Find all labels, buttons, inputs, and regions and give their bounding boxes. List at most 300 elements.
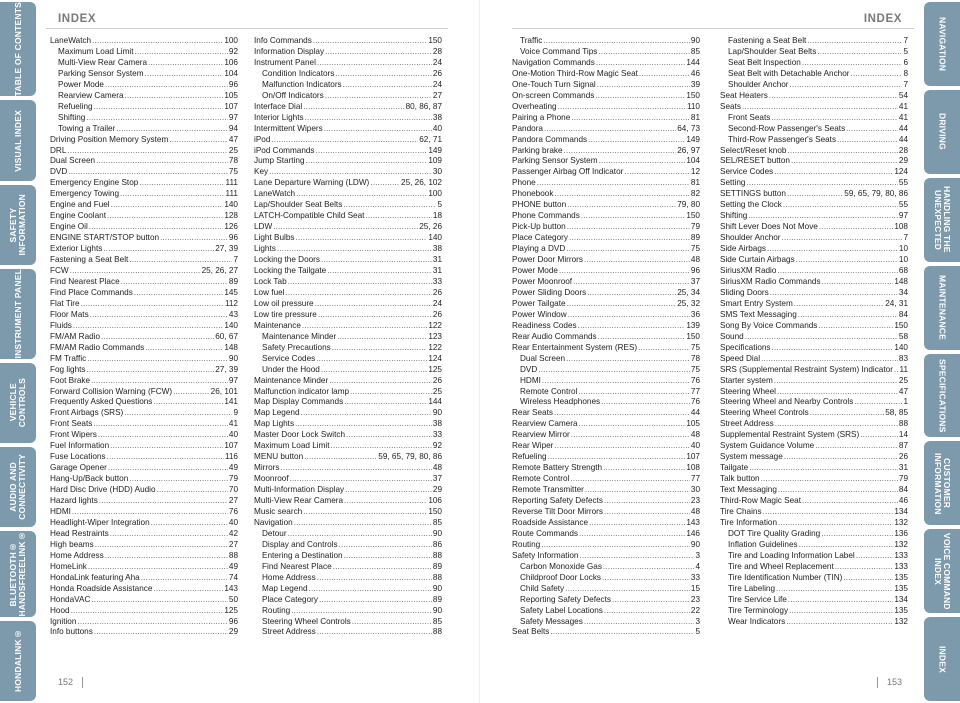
index-entry[interactable] (512, 200, 700, 211)
index-entry[interactable] (50, 36, 238, 47)
index-entry[interactable] (50, 354, 238, 365)
entry-page-ref[interactable]: 90 (432, 528, 442, 538)
index-entry[interactable] (720, 518, 908, 529)
entry-page-ref[interactable]: 123 (428, 331, 442, 341)
index-entry[interactable] (720, 310, 908, 321)
entry-page-ref[interactable]: 11 (899, 364, 908, 374)
index-entry[interactable] (50, 47, 238, 58)
index-entry[interactable] (720, 387, 908, 398)
entry-page-ref[interactable]: 33 (432, 430, 442, 440)
entry-page-ref[interactable]: 78 (690, 353, 700, 363)
index-entry[interactable] (50, 332, 238, 343)
index-entry[interactable] (512, 551, 700, 562)
index-entry[interactable] (720, 47, 908, 58)
index-entry[interactable] (254, 69, 442, 80)
entry-page-ref[interactable]: 90 (228, 353, 238, 363)
index-entry[interactable] (512, 584, 700, 595)
index-entry[interactable] (50, 551, 238, 562)
entry-page-ref[interactable]: 75 (690, 342, 700, 352)
index-entry[interactable] (50, 540, 238, 551)
entry-page-ref[interactable]: 80, 86, 87 (405, 101, 442, 111)
entry-page-ref[interactable]: 96 (228, 79, 238, 89)
index-entry[interactable] (720, 430, 908, 441)
index-entry[interactable] (720, 69, 908, 80)
entry-page-ref[interactable]: 8 (903, 68, 908, 78)
entry-page-ref[interactable]: 38 (432, 419, 442, 429)
index-entry[interactable] (50, 80, 238, 91)
tab-visual-index[interactable] (0, 100, 36, 180)
entry-page-ref[interactable]: 28 (898, 145, 908, 155)
entry-page-ref[interactable]: 116 (224, 452, 238, 462)
entry-page-ref[interactable]: 10 (898, 255, 908, 265)
entry-page-ref[interactable]: 132 (894, 517, 908, 527)
entry-page-ref[interactable]: 31 (432, 255, 442, 265)
entry-page-ref[interactable]: 140 (894, 342, 908, 352)
entry-page-ref[interactable]: 75 (690, 244, 700, 254)
entry-page-ref[interactable]: 134 (894, 506, 908, 516)
index-entry[interactable] (720, 540, 908, 551)
entry-page-ref[interactable]: 25, 26 (419, 222, 442, 232)
entry-page-ref[interactable]: 87 (898, 441, 908, 451)
entry-page-ref[interactable]: 26 (432, 287, 442, 297)
index-entry[interactable] (512, 124, 700, 135)
entry-page-ref[interactable]: 41 (228, 419, 238, 429)
entry-page-ref[interactable]: 44 (898, 123, 908, 133)
entry-page-ref[interactable]: 96 (228, 616, 238, 626)
index-entry[interactable] (512, 354, 700, 365)
entry-page-ref[interactable]: 136 (894, 528, 908, 538)
index-entry[interactable] (254, 146, 442, 157)
entry-page-ref[interactable]: 100 (224, 36, 238, 45)
index-entry[interactable] (512, 387, 700, 398)
entry-page-ref[interactable]: 30 (690, 485, 700, 495)
entry-page-ref[interactable]: 106 (428, 496, 442, 506)
entry-page-ref[interactable]: 40 (432, 123, 442, 133)
entry-page-ref[interactable]: 54 (898, 90, 908, 100)
entry-page-ref[interactable]: 149 (686, 134, 700, 144)
index-entry[interactable] (512, 606, 700, 617)
entry-page-ref[interactable]: 97 (228, 112, 238, 122)
tab-maintenance[interactable] (924, 266, 960, 350)
index-entry[interactable] (512, 419, 700, 430)
index-entry[interactable] (512, 69, 700, 80)
index-entry[interactable] (50, 562, 238, 573)
entry-page-ref[interactable]: 70 (228, 485, 238, 495)
entry-page-ref[interactable]: 26 (432, 375, 442, 385)
tab-navigation[interactable] (924, 2, 960, 86)
entry-page-ref[interactable]: 9 (233, 408, 238, 418)
index-entry[interactable] (720, 255, 908, 266)
index-entry[interactable] (720, 354, 908, 365)
index-entry[interactable] (50, 573, 238, 584)
tab-handling-the-unexpected[interactable] (924, 178, 960, 262)
index-entry[interactable] (720, 573, 908, 584)
entry-page-ref[interactable]: 27, 39 (215, 244, 238, 254)
index-entry[interactable] (512, 518, 700, 529)
entry-page-ref[interactable]: 24 (432, 79, 442, 89)
index-entry[interactable] (254, 529, 442, 540)
tab-driving[interactable] (924, 90, 960, 174)
entry-page-ref[interactable]: 79 (228, 474, 238, 484)
entry-page-ref[interactable]: 55 (898, 200, 908, 210)
index-entry[interactable] (512, 277, 700, 288)
index-entry[interactable] (512, 156, 700, 167)
entry-page-ref[interactable]: 108 (894, 222, 908, 232)
entry-page-ref[interactable]: 107 (224, 101, 238, 111)
index-entry[interactable] (720, 332, 908, 343)
entry-page-ref[interactable]: 41 (898, 112, 908, 122)
index-entry[interactable] (512, 91, 700, 102)
entry-page-ref[interactable]: 48 (690, 506, 700, 516)
index-entry[interactable] (512, 36, 700, 47)
entry-page-ref[interactable]: 92 (432, 441, 442, 451)
index-entry[interactable] (254, 376, 442, 387)
entry-page-ref[interactable]: 148 (894, 276, 908, 286)
index-entry[interactable] (254, 507, 442, 518)
index-entry[interactable] (512, 376, 700, 387)
tab-customer-information[interactable] (924, 441, 960, 525)
index-entry[interactable] (720, 222, 908, 233)
index-entry[interactable] (254, 474, 442, 485)
entry-page-ref[interactable]: 133 (894, 561, 908, 571)
entry-page-ref[interactable]: 105 (224, 90, 238, 100)
entry-page-ref[interactable]: 28 (432, 46, 442, 56)
entry-page-ref[interactable]: 29 (228, 627, 238, 637)
index-entry[interactable] (254, 310, 442, 321)
index-entry[interactable] (254, 277, 442, 288)
index-entry[interactable] (512, 430, 700, 441)
index-entry[interactable] (720, 80, 908, 91)
entry-page-ref[interactable]: 150 (686, 90, 700, 100)
entry-page-ref[interactable]: 76 (690, 397, 700, 407)
index-entry[interactable] (254, 233, 442, 244)
entry-page-ref[interactable]: 47 (898, 386, 908, 396)
index-entry[interactable] (50, 606, 238, 617)
entry-page-ref[interactable]: 124 (894, 167, 908, 177)
entry-page-ref[interactable]: 148 (224, 342, 238, 352)
entry-page-ref[interactable]: 86 (432, 539, 442, 549)
entry-page-ref[interactable]: 23 (690, 594, 700, 604)
index-entry[interactable] (254, 211, 442, 222)
entry-page-ref[interactable]: 15 (690, 583, 700, 593)
index-entry[interactable] (512, 474, 700, 485)
index-entry[interactable] (254, 244, 442, 255)
index-entry[interactable] (50, 299, 238, 310)
index-entry[interactable] (720, 365, 908, 376)
entry-page-ref[interactable]: 79, 80 (677, 200, 700, 210)
entry-page-ref[interactable]: 135 (894, 572, 908, 582)
index-entry[interactable] (720, 343, 908, 354)
tab-vehicle-controls[interactable] (0, 363, 36, 443)
index-entry[interactable] (254, 135, 442, 146)
entry-page-ref[interactable]: 25, 26, 102 (401, 178, 442, 188)
index-entry[interactable] (50, 58, 238, 69)
entry-page-ref[interactable]: 84 (898, 309, 908, 319)
entry-page-ref[interactable]: 150 (686, 211, 700, 221)
index-entry[interactable] (512, 496, 700, 507)
index-entry[interactable] (512, 573, 700, 584)
index-entry[interactable] (254, 91, 442, 102)
entry-page-ref[interactable]: 141 (224, 397, 238, 407)
index-entry[interactable] (254, 36, 442, 47)
entry-page-ref[interactable]: 31 (898, 463, 908, 473)
entry-page-ref[interactable]: 139 (686, 320, 700, 330)
entry-page-ref[interactable]: 89 (432, 594, 442, 604)
index-entry[interactable] (50, 397, 238, 408)
entry-page-ref[interactable]: 140 (224, 200, 238, 210)
index-entry[interactable] (254, 540, 442, 551)
entry-page-ref[interactable]: 76 (228, 506, 238, 516)
entry-page-ref[interactable]: 89 (432, 561, 442, 571)
entry-page-ref[interactable]: 134 (894, 594, 908, 604)
entry-page-ref[interactable]: 24 (432, 57, 442, 67)
index-entry[interactable] (512, 397, 700, 408)
index-entry[interactable] (254, 113, 442, 124)
entry-page-ref[interactable]: 49 (228, 561, 238, 571)
index-entry[interactable] (512, 167, 700, 178)
entry-page-ref[interactable]: 125 (428, 364, 442, 374)
index-entry[interactable] (50, 146, 238, 157)
entry-page-ref[interactable]: 59, 65, 79, 80, 86 (844, 189, 908, 199)
index-entry[interactable] (50, 627, 238, 638)
entry-page-ref[interactable]: 49 (228, 463, 238, 473)
index-entry[interactable] (254, 496, 442, 507)
index-entry[interactable] (512, 102, 700, 113)
index-entry[interactable] (50, 244, 238, 255)
index-entry[interactable] (254, 584, 442, 595)
entry-page-ref[interactable]: 25 (898, 375, 908, 385)
index-entry[interactable] (512, 113, 700, 124)
entry-page-ref[interactable]: 26, 97 (677, 145, 700, 155)
index-entry[interactable] (720, 584, 908, 595)
entry-page-ref[interactable]: 88 (432, 550, 442, 560)
index-entry[interactable] (50, 474, 238, 485)
entry-page-ref[interactable]: 109 (428, 156, 442, 166)
tab-table-of-contents[interactable] (0, 2, 36, 96)
index-entry[interactable] (720, 91, 908, 102)
index-entry[interactable] (254, 299, 442, 310)
entry-page-ref[interactable]: 85 (432, 517, 442, 527)
index-entry[interactable] (512, 266, 700, 277)
entry-page-ref[interactable]: 90 (690, 36, 700, 45)
entry-page-ref[interactable]: 46 (690, 68, 700, 78)
entry-page-ref[interactable]: 76 (690, 375, 700, 385)
index-entry[interactable] (512, 244, 700, 255)
entry-page-ref[interactable]: 106 (224, 57, 238, 67)
entry-page-ref[interactable]: 24 (432, 298, 442, 308)
index-entry[interactable] (720, 562, 908, 573)
entry-page-ref[interactable]: 104 (224, 68, 238, 78)
entry-page-ref[interactable]: 36 (690, 309, 700, 319)
index-entry[interactable] (50, 529, 238, 540)
index-entry[interactable] (50, 233, 238, 244)
index-entry[interactable] (512, 178, 700, 189)
entry-page-ref[interactable]: 44 (690, 408, 700, 418)
index-entry[interactable] (720, 496, 908, 507)
index-entry[interactable] (50, 343, 238, 354)
index-entry[interactable] (50, 288, 238, 299)
index-entry[interactable] (720, 102, 908, 113)
entry-page-ref[interactable]: 79 (690, 222, 700, 232)
entry-page-ref[interactable]: 96 (690, 266, 700, 276)
index-entry[interactable] (512, 540, 700, 551)
index-entry[interactable] (50, 156, 238, 167)
index-entry[interactable] (50, 595, 238, 606)
entry-page-ref[interactable]: 107 (686, 452, 700, 462)
index-entry[interactable] (254, 518, 442, 529)
index-entry[interactable] (720, 113, 908, 124)
entry-page-ref[interactable]: 82 (690, 189, 700, 199)
entry-page-ref[interactable]: 22 (690, 605, 700, 615)
entry-page-ref[interactable]: 27, 39 (215, 364, 238, 374)
entry-page-ref[interactable]: 48 (690, 430, 700, 440)
entry-page-ref[interactable]: 14 (898, 430, 908, 440)
entry-page-ref[interactable]: 90 (432, 408, 442, 418)
index-entry[interactable] (50, 430, 238, 441)
index-entry[interactable] (50, 617, 238, 628)
index-entry[interactable] (720, 419, 908, 430)
entry-page-ref[interactable]: 78 (228, 156, 238, 166)
entry-page-ref[interactable]: 7 (903, 36, 908, 45)
entry-page-ref[interactable]: 135 (894, 583, 908, 593)
entry-page-ref[interactable]: 10 (898, 244, 908, 254)
index-entry[interactable] (720, 266, 908, 277)
index-entry[interactable] (50, 255, 238, 266)
index-entry[interactable] (254, 189, 442, 200)
entry-page-ref[interactable]: 144 (428, 397, 442, 407)
index-entry[interactable] (254, 573, 442, 584)
index-entry[interactable] (254, 200, 442, 211)
index-entry[interactable] (512, 595, 700, 606)
index-entry[interactable] (254, 178, 442, 189)
entry-page-ref[interactable]: 34 (898, 287, 908, 297)
entry-page-ref[interactable]: 7 (903, 233, 908, 243)
entry-page-ref[interactable]: 108 (686, 463, 700, 473)
entry-page-ref[interactable]: 7 (233, 255, 238, 265)
entry-page-ref[interactable]: 58 (898, 331, 908, 341)
entry-page-ref[interactable]: 90 (432, 583, 442, 593)
index-entry[interactable] (720, 211, 908, 222)
entry-page-ref[interactable]: 143 (224, 583, 238, 593)
index-entry[interactable] (720, 485, 908, 496)
index-entry[interactable] (720, 244, 908, 255)
entry-page-ref[interactable]: 146 (686, 528, 700, 538)
entry-page-ref[interactable]: 27 (228, 496, 238, 506)
entry-page-ref[interactable]: 149 (428, 145, 442, 155)
entry-page-ref[interactable]: 37 (690, 276, 700, 286)
index-entry[interactable] (720, 376, 908, 387)
index-entry[interactable] (50, 584, 238, 595)
entry-page-ref[interactable]: 107 (224, 441, 238, 451)
index-entry[interactable] (720, 189, 908, 200)
entry-page-ref[interactable]: 74 (228, 572, 238, 582)
index-entry[interactable] (720, 452, 908, 463)
entry-page-ref[interactable]: 40 (690, 441, 700, 451)
entry-page-ref[interactable]: 105 (686, 419, 700, 429)
entry-page-ref[interactable]: 41 (898, 101, 908, 111)
entry-page-ref[interactable]: 77 (690, 474, 700, 484)
index-entry[interactable] (254, 80, 442, 91)
index-entry[interactable] (720, 156, 908, 167)
index-entry[interactable] (512, 47, 700, 58)
entry-page-ref[interactable]: 97 (898, 211, 908, 221)
entry-page-ref[interactable]: 111 (225, 178, 238, 188)
index-entry[interactable] (50, 200, 238, 211)
index-entry[interactable] (50, 124, 238, 135)
index-entry[interactable] (254, 156, 442, 167)
index-entry[interactable] (720, 617, 908, 628)
entry-page-ref[interactable]: 25 (228, 145, 238, 155)
index-entry[interactable] (50, 91, 238, 102)
entry-page-ref[interactable]: 90 (690, 539, 700, 549)
tab-audio-and-connectivity[interactable] (0, 447, 36, 527)
index-entry[interactable] (50, 167, 238, 178)
index-entry[interactable] (512, 507, 700, 518)
index-entry[interactable] (720, 507, 908, 518)
entry-page-ref[interactable]: 30 (432, 167, 442, 177)
entry-page-ref[interactable]: 128 (224, 211, 238, 221)
entry-page-ref[interactable]: 88 (432, 627, 442, 637)
entry-page-ref[interactable]: 112 (224, 298, 238, 308)
index-entry[interactable] (512, 321, 700, 332)
entry-page-ref[interactable]: 92 (228, 46, 238, 56)
entry-page-ref[interactable]: 44 (898, 134, 908, 144)
entry-page-ref[interactable]: 81 (690, 178, 700, 188)
entry-page-ref[interactable]: 145 (224, 287, 238, 297)
entry-page-ref[interactable]: 12 (690, 167, 700, 177)
index-entry[interactable] (50, 496, 238, 507)
index-entry[interactable] (720, 474, 908, 485)
entry-page-ref[interactable]: 25, 26, 27 (201, 266, 238, 276)
index-entry[interactable] (50, 365, 238, 376)
index-entry[interactable] (50, 518, 238, 529)
index-entry[interactable] (512, 255, 700, 266)
index-entry[interactable] (512, 146, 700, 157)
entry-page-ref[interactable]: 24, 31 (885, 298, 908, 308)
index-entry[interactable] (254, 627, 442, 638)
entry-page-ref[interactable]: 81 (690, 112, 700, 122)
index-entry[interactable] (254, 617, 442, 628)
entry-page-ref[interactable]: 39 (690, 79, 700, 89)
index-entry[interactable] (50, 113, 238, 124)
index-entry[interactable] (254, 58, 442, 69)
tab-bluetooth-handsfreelink[interactable] (0, 531, 36, 617)
index-entry[interactable] (512, 299, 700, 310)
entry-page-ref[interactable]: 37 (432, 474, 442, 484)
entry-page-ref[interactable]: 48 (690, 255, 700, 265)
index-entry[interactable] (512, 310, 700, 321)
entry-page-ref[interactable]: 97 (228, 375, 238, 385)
index-entry[interactable] (512, 441, 700, 452)
index-entry[interactable] (720, 167, 908, 178)
index-entry[interactable] (254, 485, 442, 496)
entry-page-ref[interactable]: 88 (432, 572, 442, 582)
entry-page-ref[interactable]: 111 (225, 189, 238, 199)
tab-hondalink[interactable] (0, 621, 36, 701)
index-entry[interactable] (50, 178, 238, 189)
index-entry[interactable] (254, 167, 442, 178)
tab-index[interactable] (924, 617, 960, 701)
entry-page-ref[interactable]: 29 (432, 485, 442, 495)
entry-page-ref[interactable]: 60, 67 (215, 331, 238, 341)
index-entry[interactable] (720, 36, 908, 47)
entry-page-ref[interactable]: 150 (428, 506, 442, 516)
entry-page-ref[interactable]: 85 (690, 46, 700, 56)
entry-page-ref[interactable]: 104 (686, 156, 700, 166)
entry-page-ref[interactable]: 135 (894, 605, 908, 615)
index-entry[interactable] (50, 211, 238, 222)
entry-page-ref[interactable]: 140 (224, 320, 238, 330)
